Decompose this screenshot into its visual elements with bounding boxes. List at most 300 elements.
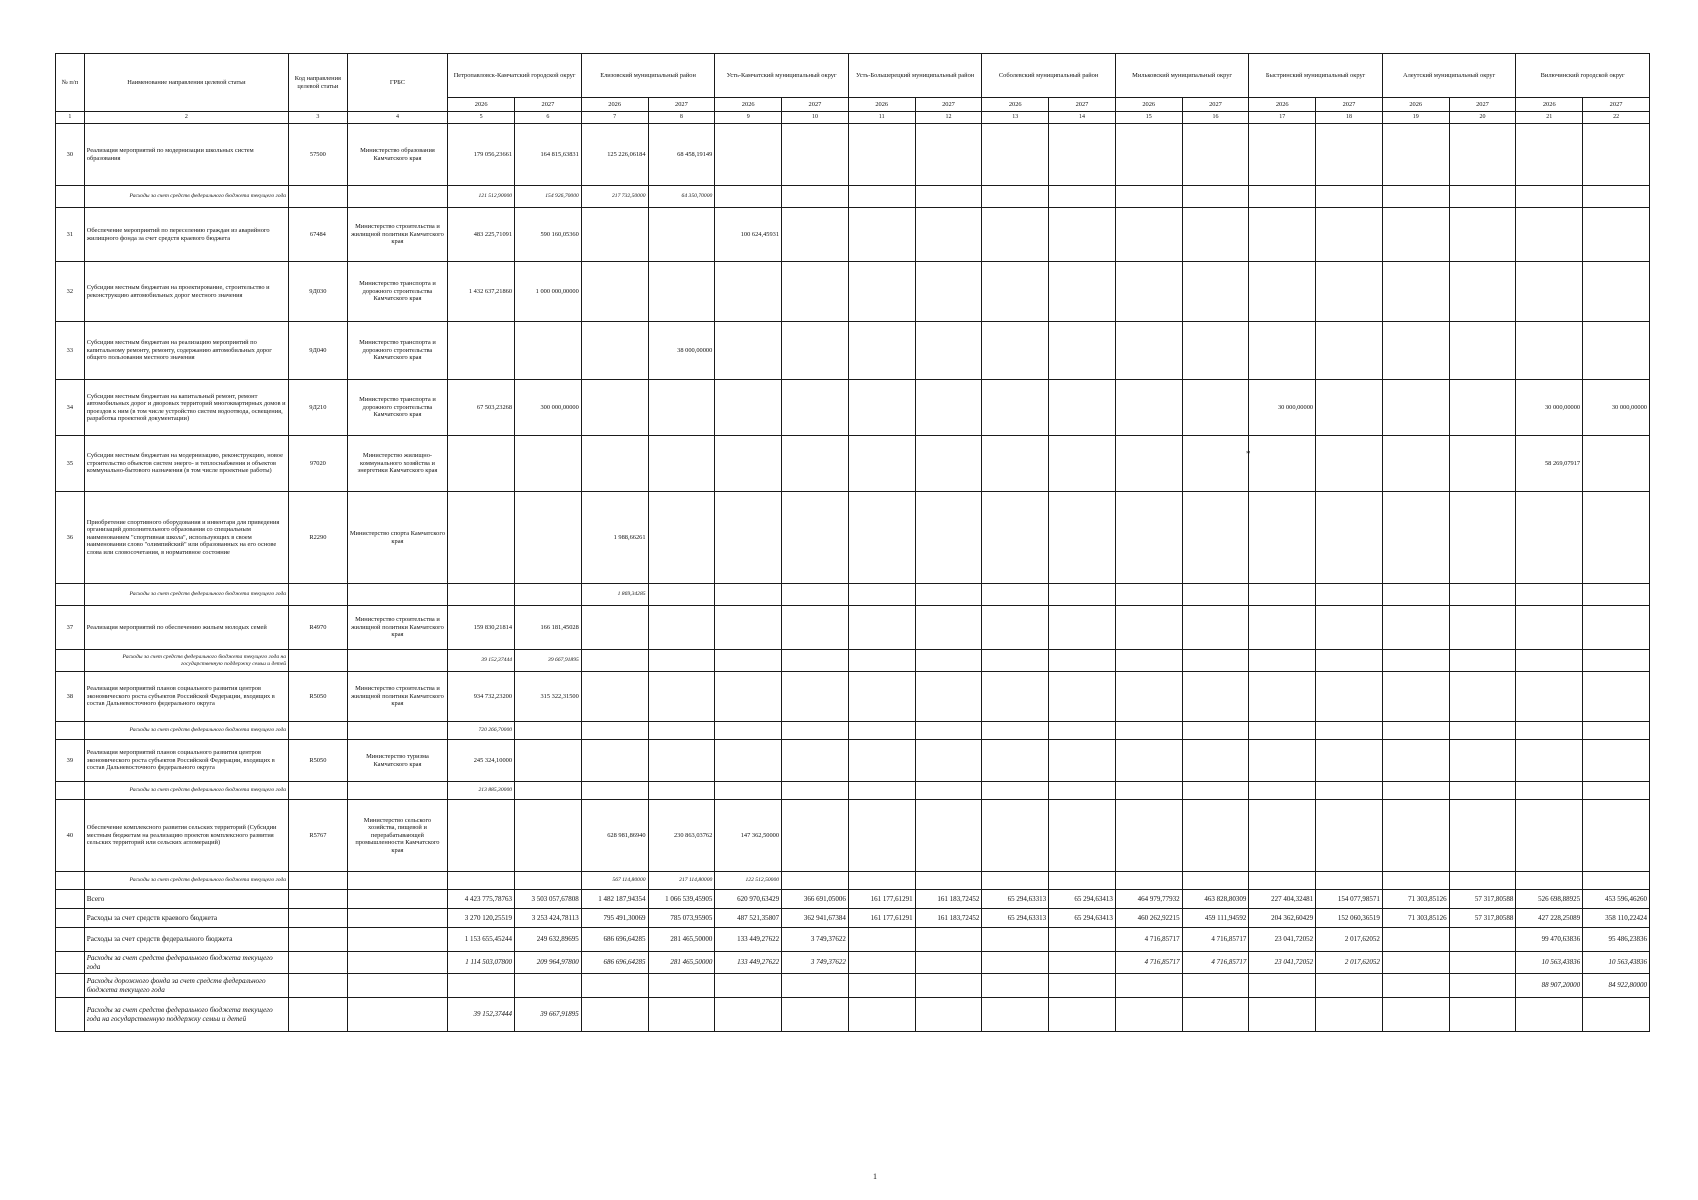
row-value [1516,782,1583,800]
row-value [782,872,849,890]
header-year: 2027 [1049,98,1116,112]
totals-value: 686 696,64285 [581,928,648,952]
row-value [715,492,782,584]
row-value [1583,872,1650,890]
row-value [1115,208,1182,262]
row-value [1182,322,1249,380]
row-value [915,722,982,740]
totals-grbs [347,998,448,1032]
header-year: 2026 [982,98,1049,112]
row-value [848,672,915,722]
header-year: 2026 [848,98,915,112]
row-value [1449,322,1516,380]
totals-code [289,909,348,928]
row-value [1583,322,1650,380]
row-value [715,722,782,740]
row-value [982,606,1049,650]
table-subrow [56,186,1650,208]
header-municipality: Петропавловск-Камчатский городской округ [448,54,582,98]
totals-value [515,974,582,998]
totals-value: 362 941,67384 [782,909,849,928]
row-value [915,322,982,380]
totals-name: Всего [84,890,288,909]
row-value [1382,722,1449,740]
row-value [1115,436,1182,492]
row-value [1249,124,1316,186]
row-value [1049,380,1116,436]
row-value [915,186,982,208]
row-value [1049,650,1116,672]
row-grbs [347,650,448,672]
header-index: 3 [289,112,348,124]
row-grbs [347,722,448,740]
row-value [1249,782,1316,800]
row-value: 1 988,66261 [581,492,648,584]
totals-value: 620 970,63429 [715,890,782,909]
totals-code [289,952,348,974]
header-index: 13 [982,112,1049,124]
totals-value: 88 907,20000 [1516,974,1583,998]
header-index: 14 [1049,112,1116,124]
row-name: Реализация мероприятий по обеспечению жильем молодых семей [84,606,288,650]
header-year: 2026 [1249,98,1316,112]
row-value [648,740,715,782]
row-value [982,322,1049,380]
totals-value [1049,974,1116,998]
header-index: 20 [1449,112,1516,124]
row-value [1316,208,1383,262]
header-index: 1 [56,112,85,124]
row-value [1449,436,1516,492]
row-value [1449,740,1516,782]
row-grbs: Министерство строительства и жилищной политики Камчатского края [347,208,448,262]
header-municipality: Елизовский муниципальный район [581,54,715,98]
header-municipality: Мильковский муниципальный округ [1115,54,1249,98]
row-code [289,186,348,208]
row-value [782,492,849,584]
row-value [1182,584,1249,606]
row-value [1115,492,1182,584]
totals-name: Расходы за счет средств федерального бюджета текущего года на государственную поддержку семьи и детей [84,998,288,1032]
totals-grbs [347,909,448,928]
row-value [982,650,1049,672]
totals-grbs [347,928,448,952]
totals-value: 227 404,32481 [1249,890,1316,909]
header-municipality: Быстринский муниципальный округ [1249,54,1383,98]
page-number: 1 [873,1172,877,1181]
row-value: 567 114,80000 [581,872,648,890]
header-index: 12 [915,112,982,124]
row-value [1182,782,1249,800]
row-code [289,782,348,800]
header-index: 6 [515,112,582,124]
row-value [1382,262,1449,322]
header-number: № п/п [56,54,85,112]
row-value [848,208,915,262]
row-value [848,492,915,584]
row-value [1049,800,1116,872]
totals-value: 65 294,63413 [1049,909,1116,928]
totals-value: 526 698,88925 [1516,890,1583,909]
row-value [1249,740,1316,782]
row-value [1249,436,1316,492]
row-value [1115,186,1182,208]
row-value [982,872,1049,890]
totals-value [1382,998,1449,1032]
totals-value [1449,952,1516,974]
row-value [782,208,849,262]
row-value [648,262,715,322]
row-value [1449,650,1516,672]
row-value [715,380,782,436]
totals-value: 161 177,61291 [848,909,915,928]
row-value [1382,436,1449,492]
row-value: 590 160,05360 [515,208,582,262]
totals-code [289,890,348,909]
row-value [848,740,915,782]
totals-value [915,928,982,952]
row-value [1316,492,1383,584]
row-value: 179 056,23661 [448,124,515,186]
row-value [782,380,849,436]
row-value [1049,782,1116,800]
row-value [1049,436,1116,492]
row-value [782,186,849,208]
header-year: 2026 [448,98,515,112]
row-value [982,436,1049,492]
row-value [1249,322,1316,380]
table-subrow [56,584,1650,606]
row-value [1115,722,1182,740]
row-value [848,606,915,650]
row-code: R5050 [289,672,348,722]
totals-value [782,974,849,998]
budget-table [55,53,1650,1032]
row-value [1449,606,1516,650]
header-index: 15 [1115,112,1182,124]
row-grbs: Министерство строительства и жилищной политики Камчатского края [347,672,448,722]
row-code [289,722,348,740]
totals-value: 161 183,72452 [915,890,982,909]
row-value [581,436,648,492]
header-code: Код направления целевой статьи [289,54,348,112]
totals-value: 3 253 424,78113 [515,909,582,928]
row-code: 9Д030 [289,262,348,322]
header-index: 9 [715,112,782,124]
row-value: 121 512,90000 [448,186,515,208]
row-value [515,800,582,872]
totals-value [715,974,782,998]
row-name: Субсидии местным бюджетам на реализацию мероприятий по капитальному ремонту, ремонту, содержанию автомобильных дорог общего пользования местного значения [84,322,288,380]
header-year: 2027 [1182,98,1249,112]
row-number [56,186,85,208]
row-value [1316,800,1383,872]
row-value [915,740,982,782]
totals-value: 453 596,46260 [1583,890,1650,909]
header-year: 2026 [715,98,782,112]
row-value [1249,584,1316,606]
row-value [1316,782,1383,800]
totals-value: 785 073,95905 [648,909,715,928]
totals-grbs [347,952,448,974]
totals-value: 71 303,85126 [1382,909,1449,928]
row-value [1449,124,1516,186]
row-value [1382,782,1449,800]
totals-value: 464 979,77932 [1115,890,1182,909]
row-value [515,322,582,380]
row-value [1316,436,1383,492]
row-value [782,782,849,800]
row-value: 315 322,31500 [515,672,582,722]
row-value [848,872,915,890]
totals-value: 460 262,92215 [1115,909,1182,928]
row-grbs: Министерство образования Камчатского края [347,124,448,186]
row-value [982,740,1049,782]
row-value [1182,872,1249,890]
table-row [56,672,1650,722]
row-code: R4970 [289,606,348,650]
row-number: 34 [56,380,85,436]
row-value [648,606,715,650]
totals-value [1583,998,1650,1032]
totals-value [1449,998,1516,1032]
row-value [1516,606,1583,650]
table-row [56,740,1650,782]
header-year: 2027 [1583,98,1650,112]
row-code: R2290 [289,492,348,584]
row-value [1583,436,1650,492]
row-value [648,380,715,436]
row-value [1316,186,1383,208]
row-value [515,872,582,890]
row-value [1449,872,1516,890]
totals-value [982,952,1049,974]
header-year: 2027 [915,98,982,112]
totals-name: Расходы дорожного фонда за счет средств федерального бюджета текущего года [84,974,288,998]
row-value [1049,124,1116,186]
row-value: 300 000,00000 [515,380,582,436]
row-value [1115,800,1182,872]
totals-value [915,952,982,974]
totals-value [1249,974,1316,998]
row-value [1449,672,1516,722]
row-value [1382,322,1449,380]
totals-value: 2 017,62052 [1316,928,1383,952]
row-grbs: Министерство сельского хозяйства, пищевой и перерабатывающей промышленности Камчатского края [347,800,448,872]
row-grbs: Министерство жилищно-коммунального хозяйства и энергетики Камчатского края [347,436,448,492]
totals-value: 3 749,37622 [782,928,849,952]
row-value [1583,722,1650,740]
row-value [1449,492,1516,584]
row-value [982,722,1049,740]
row-number: 37 [56,606,85,650]
row-value [1249,208,1316,262]
totals-value: 795 491,30069 [581,909,648,928]
totals-row [56,998,1650,1032]
header-index: 21 [1516,112,1583,124]
row-name: Расходы за счет средств федерального бюджета текущего года [84,872,288,890]
header-year: 2026 [1382,98,1449,112]
row-value [1115,782,1182,800]
row-value [1115,262,1182,322]
row-value [848,800,915,872]
row-value [1382,672,1449,722]
totals-value [1449,928,1516,952]
row-value [1316,380,1383,436]
row-value [1049,872,1116,890]
row-value [1115,740,1182,782]
row-number: 33 [56,322,85,380]
row-code: R5050 [289,740,348,782]
totals-value: 23 041,72052 [1249,952,1316,974]
totals-row [56,974,1650,998]
row-value [1182,800,1249,872]
totals-row [56,909,1650,928]
row-value [581,380,648,436]
row-code [289,650,348,672]
header-year: 2026 [1115,98,1182,112]
row-value [782,722,849,740]
row-value [915,872,982,890]
row-name: Расходы за счет средств федерального бюджета текущего года [84,782,288,800]
row-value [1516,322,1583,380]
row-name: Расходы за счет средств федерального бюджета текущего года [84,584,288,606]
row-value [1382,740,1449,782]
row-value [1115,650,1182,672]
row-number [56,782,85,800]
row-grbs [347,186,448,208]
totals-value [982,974,1049,998]
row-value [848,186,915,208]
totals-value: 133 449,27622 [715,952,782,974]
totals-value: 1 153 655,45244 [448,928,515,952]
row-value: 159 830,21814 [448,606,515,650]
table-row [56,606,1650,650]
totals-value: 65 294,63313 [982,890,1049,909]
row-number [56,650,85,672]
row-value [1316,322,1383,380]
row-name: Субсидии местным бюджетам на модернизацию, реконструкцию, новое строительство объектов систем энерго- и теплоснабжения и объектов коммунально-бытового назначения (в том числе проектные работы) [84,436,288,492]
totals-value: 4 716,85717 [1182,952,1249,974]
row-value [1516,124,1583,186]
row-code: 67484 [289,208,348,262]
row-value [1583,186,1650,208]
row-value [648,650,715,672]
row-number: 32 [56,262,85,322]
totals-value [1049,928,1116,952]
totals-value: 459 111,94592 [1182,909,1249,928]
row-value [1182,606,1249,650]
row-value [581,262,648,322]
totals-value: 133 449,27622 [715,928,782,952]
row-value [1583,262,1650,322]
row-value [782,584,849,606]
table-subrow [56,872,1650,890]
row-value [715,782,782,800]
row-grbs [347,872,448,890]
row-value [1382,872,1449,890]
row-value [648,672,715,722]
totals-value [715,998,782,1032]
row-value [1516,492,1583,584]
totals-value [915,998,982,1032]
row-value [648,584,715,606]
row-grbs: Министерство спорта Камчатского края [347,492,448,584]
totals-value [1049,952,1116,974]
row-value [1382,124,1449,186]
table-body [56,124,1650,1032]
row-value: 1 869,34285 [581,584,648,606]
row-value [1516,872,1583,890]
row-value [1583,672,1650,722]
totals-value: 3 503 057,67808 [515,890,582,909]
header-year: 2027 [1316,98,1383,112]
row-value [648,436,715,492]
row-value [1516,208,1583,262]
totals-value [1115,974,1182,998]
row-value [915,782,982,800]
row-value [448,436,515,492]
totals-value [982,928,1049,952]
row-value [782,262,849,322]
row-value [1049,740,1116,782]
row-grbs: Министерство транспорта и дорожного строительства Камчатского края [347,262,448,322]
row-value [1049,722,1116,740]
row-number [56,872,85,890]
row-value [782,436,849,492]
table-row [56,262,1650,322]
totals-value: 57 317,80588 [1449,890,1516,909]
row-value [1382,800,1449,872]
totals-number [56,974,85,998]
row-value [1182,262,1249,322]
row-value [1049,262,1116,322]
totals-value: 23 041,72052 [1249,928,1316,952]
row-value [1316,650,1383,672]
row-value [515,722,582,740]
row-value: 1 432 637,21860 [448,262,515,322]
row-value [715,740,782,782]
row-value [1182,124,1249,186]
row-value: 122 512,50000 [715,872,782,890]
row-value [1049,606,1116,650]
row-value [1115,124,1182,186]
row-value [715,436,782,492]
totals-value: 10 563,43836 [1516,952,1583,974]
header-index: 16 [1182,112,1249,124]
row-value [1382,584,1449,606]
row-value [1316,262,1383,322]
row-value [581,322,648,380]
totals-value: 366 691,05006 [782,890,849,909]
row-value [1249,606,1316,650]
row-value [448,800,515,872]
totals-value: 204 362,60429 [1249,909,1316,928]
row-value [915,208,982,262]
header-name: Наименование направления целевой статьи [84,54,288,112]
stray-mark: * [1246,449,1251,459]
totals-value [1516,998,1583,1032]
row-number [56,584,85,606]
row-value [515,584,582,606]
row-value [1449,380,1516,436]
totals-name: Расходы за счет средств федерального бюджета [84,928,288,952]
header-year: 2026 [1516,98,1583,112]
totals-value [648,974,715,998]
header-index: 19 [1382,112,1449,124]
row-value [648,208,715,262]
row-value [782,650,849,672]
